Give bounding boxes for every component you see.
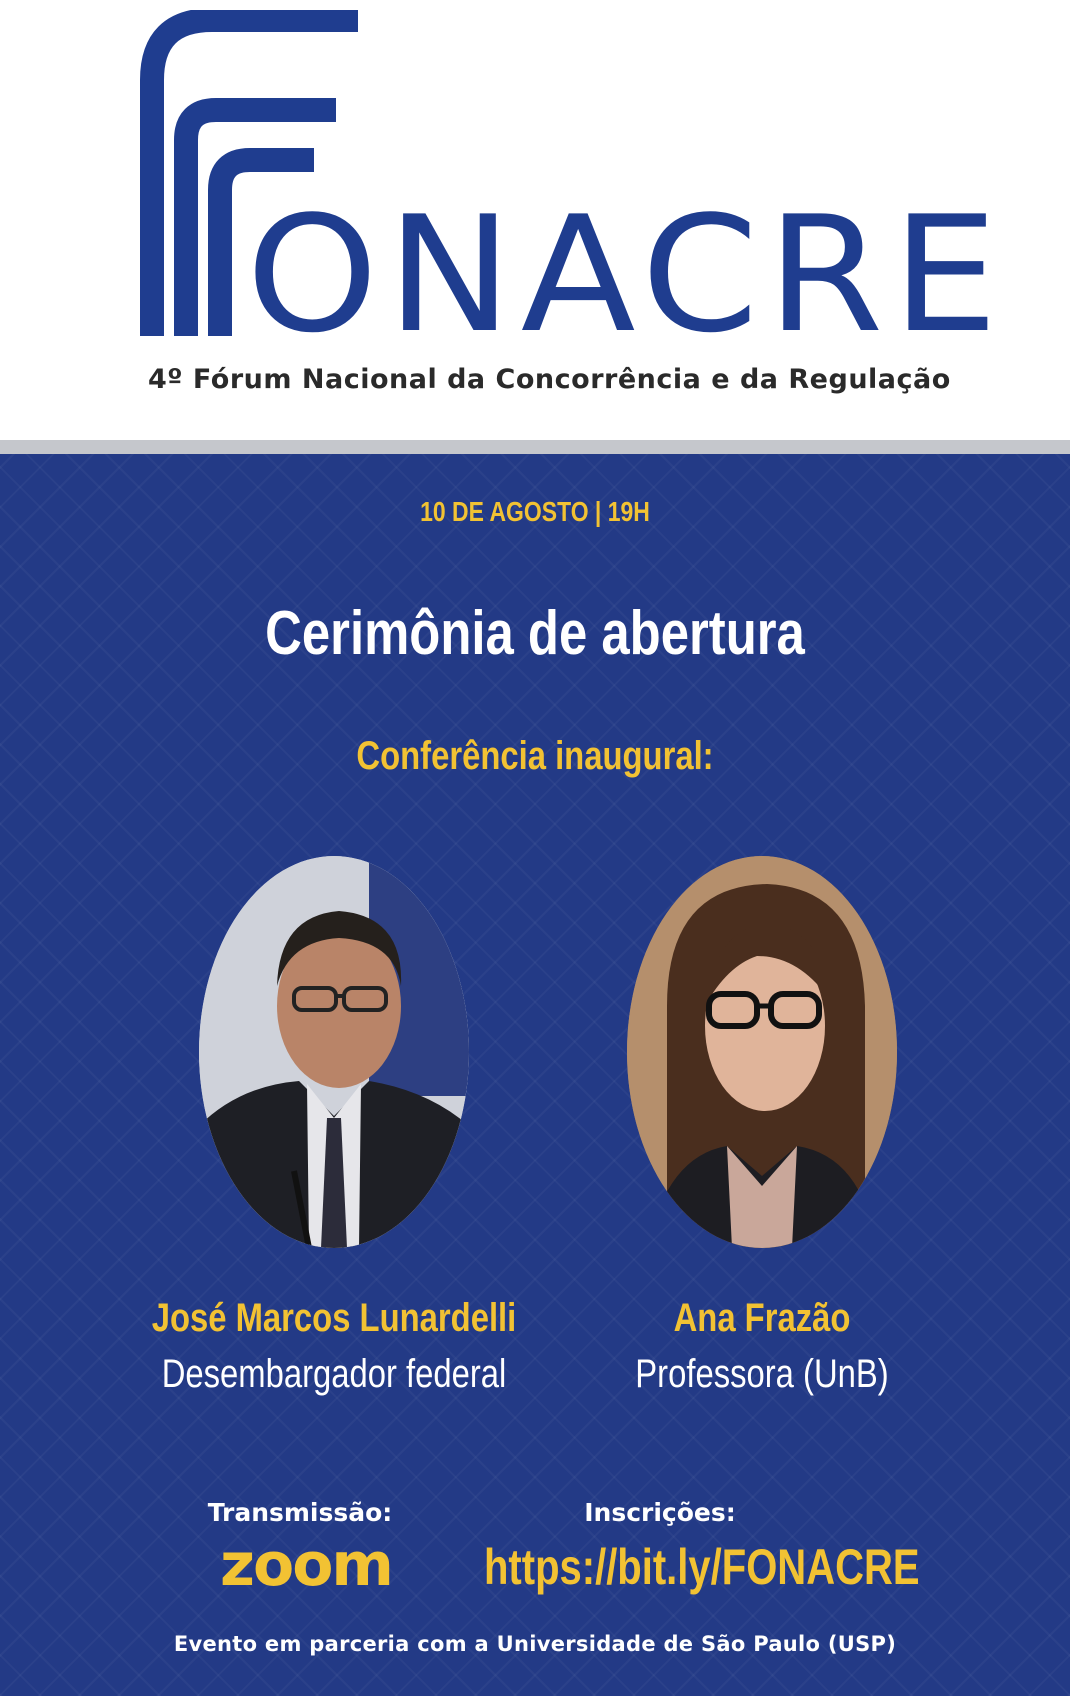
forum-subtitle: 4º Fórum Nacional da Concorrência e da Regulação (148, 364, 951, 395)
speaker-photo-lunardelli (199, 856, 469, 1248)
speaker-name: Ana Frazão (673, 1296, 851, 1340)
right-edge-strip (1070, 0, 1080, 1696)
speaker-name: José Marcos Lunardelli (151, 1296, 517, 1340)
event-date-time: 10 DE AGOSTO | 19H (420, 496, 650, 527)
event-title: Cerimônia de abertura (265, 599, 805, 668)
speaker-role: Desembargador federal (161, 1352, 507, 1396)
header-divider (0, 440, 1070, 454)
speaker-role: Professora (UnB) (635, 1352, 889, 1396)
zoom-logo-icon: zoom (220, 1530, 392, 1600)
speaker-photo-frazao (627, 856, 897, 1248)
registration-link[interactable]: https://bit.ly/FONACRE (484, 1539, 920, 1595)
section-label: Conferência inaugural: (356, 734, 714, 778)
transmission-label: Transmissão: (207, 1498, 393, 1527)
registration-label: Inscrições: (584, 1498, 736, 1527)
fonacre-logo-text: ONACRE (246, 181, 1007, 368)
header (0, 0, 1070, 440)
partnership-footer: Evento em parceria com a Universidade de São Paulo (USP) (173, 1632, 897, 1656)
